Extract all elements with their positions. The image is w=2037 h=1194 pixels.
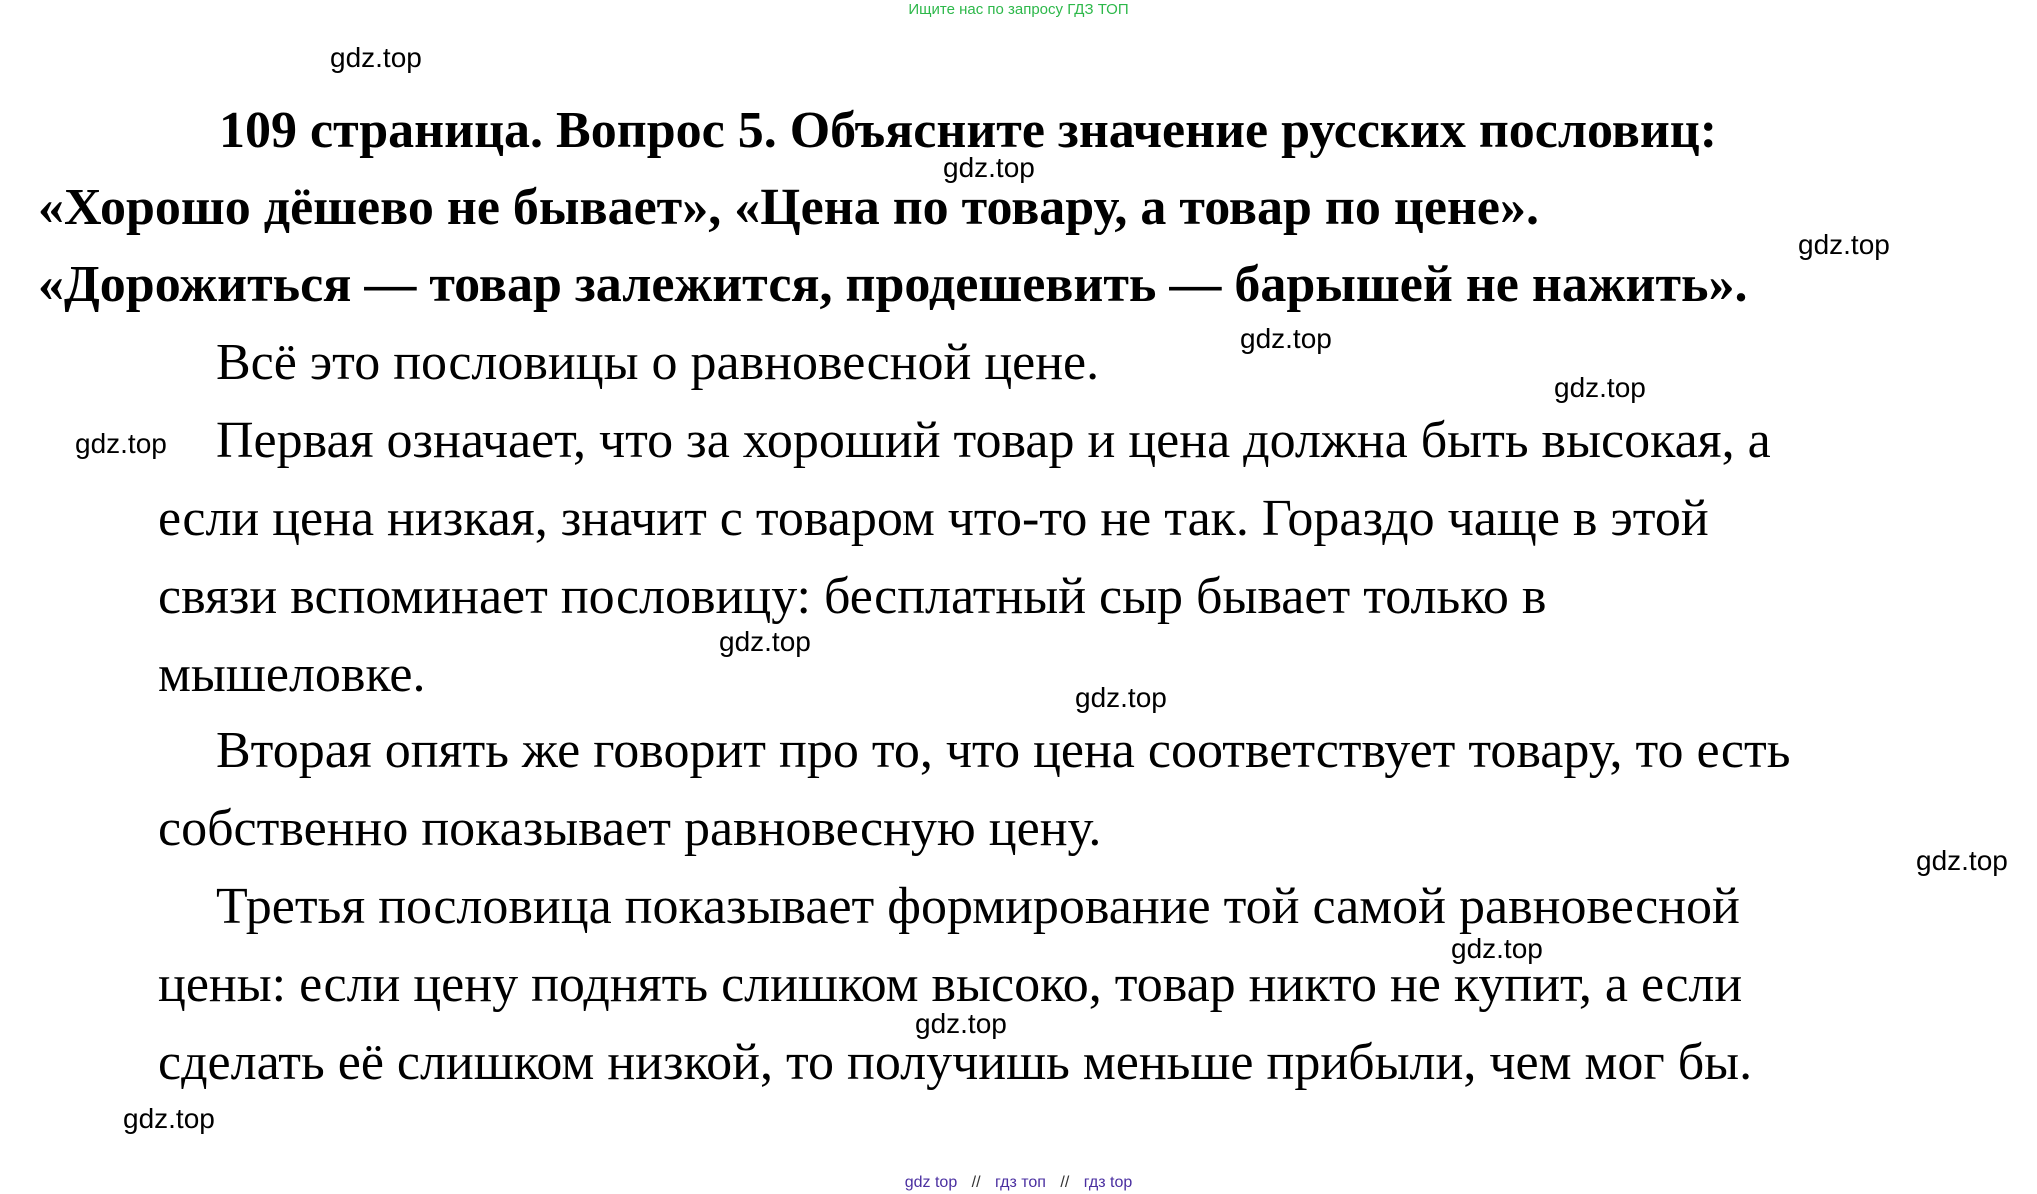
footer-link-gdz-top[interactable]: gdz top — [904, 1174, 958, 1191]
footer-link-gdz-top-mixed[interactable]: гдз top — [1083, 1174, 1133, 1191]
heading-line-3: «Дорожиться — товар залежится, продешевить — барышей не нажить». — [38, 256, 1748, 313]
watermark-text: gdz.top — [1075, 682, 1167, 713]
footer-links — [0, 1174, 2037, 1192]
watermark-text: gdz.top — [915, 1008, 1007, 1039]
heading-line-2: «Хорошо дёшево не бывает», «Цена по товару, а товар по цене». — [38, 179, 1539, 236]
top-banner[interactable]: Ищите нас по запросу ГДЗ ТОП — [908, 1, 1129, 18]
paragraph-line: Третья пословица показывает формирование той самой равновесной — [216, 878, 1740, 935]
watermark-text: gdz.top — [1554, 372, 1646, 403]
answer-paragraph-1 — [158, 324, 2028, 402]
answer-paragraph-2 — [158, 402, 2028, 714]
paragraph-line: Первая означает, что за хороший товар и цена должна быть высокая, а — [216, 412, 1771, 469]
paragraph-line: мышеловке. — [158, 646, 426, 703]
watermark-text: gdz.top — [1916, 845, 2008, 876]
paragraph-line: сделать её слишком низкой, то получишь меньше прибыли, чем мог бы. — [158, 1034, 1753, 1091]
footer-separator: // — [971, 1174, 981, 1191]
watermark-text: gdz.top — [330, 42, 422, 73]
paragraph-line: Вторая опять же говорит про то, что цена соответствует товару, то есть — [216, 722, 1791, 779]
watermark-text: gdz.top — [719, 626, 811, 657]
paragraph-line: если цена низкая, значит с товаром что-то не так. Гораздо чаще в этой — [158, 490, 1709, 547]
watermark-text: gdz.top — [123, 1103, 215, 1134]
answer-paragraph-3 — [158, 712, 2028, 868]
paragraph-line: собственно показывает равновесную цену. — [158, 800, 1102, 857]
watermark-text: gdz.top — [75, 428, 167, 459]
watermark-text: gdz.top — [1451, 933, 1543, 964]
paragraph-line: связи вспоминает пословицу: бесплатный сыр бывает только в — [158, 568, 1547, 625]
question-heading — [38, 92, 2028, 323]
watermark-text: gdz.top — [1240, 323, 1332, 354]
watermark-text: gdz.top — [1798, 229, 1890, 260]
paragraph-line: Всё это пословицы о равновесной цене. — [216, 334, 1100, 391]
footer-link-gdz-top-ru[interactable]: гдз топ — [995, 1174, 1046, 1191]
heading-line-1: 109 страница. Вопрос 5. Объясните значение русских пословиц: — [219, 102, 1718, 159]
footer-separator: // — [1060, 1174, 1070, 1191]
watermark-text: gdz.top — [943, 152, 1035, 183]
paragraph-line: цены: если цену поднять слишком высоко, товар никто не купит, а если — [158, 956, 1743, 1013]
answer-paragraph-4 — [158, 868, 2028, 1102]
